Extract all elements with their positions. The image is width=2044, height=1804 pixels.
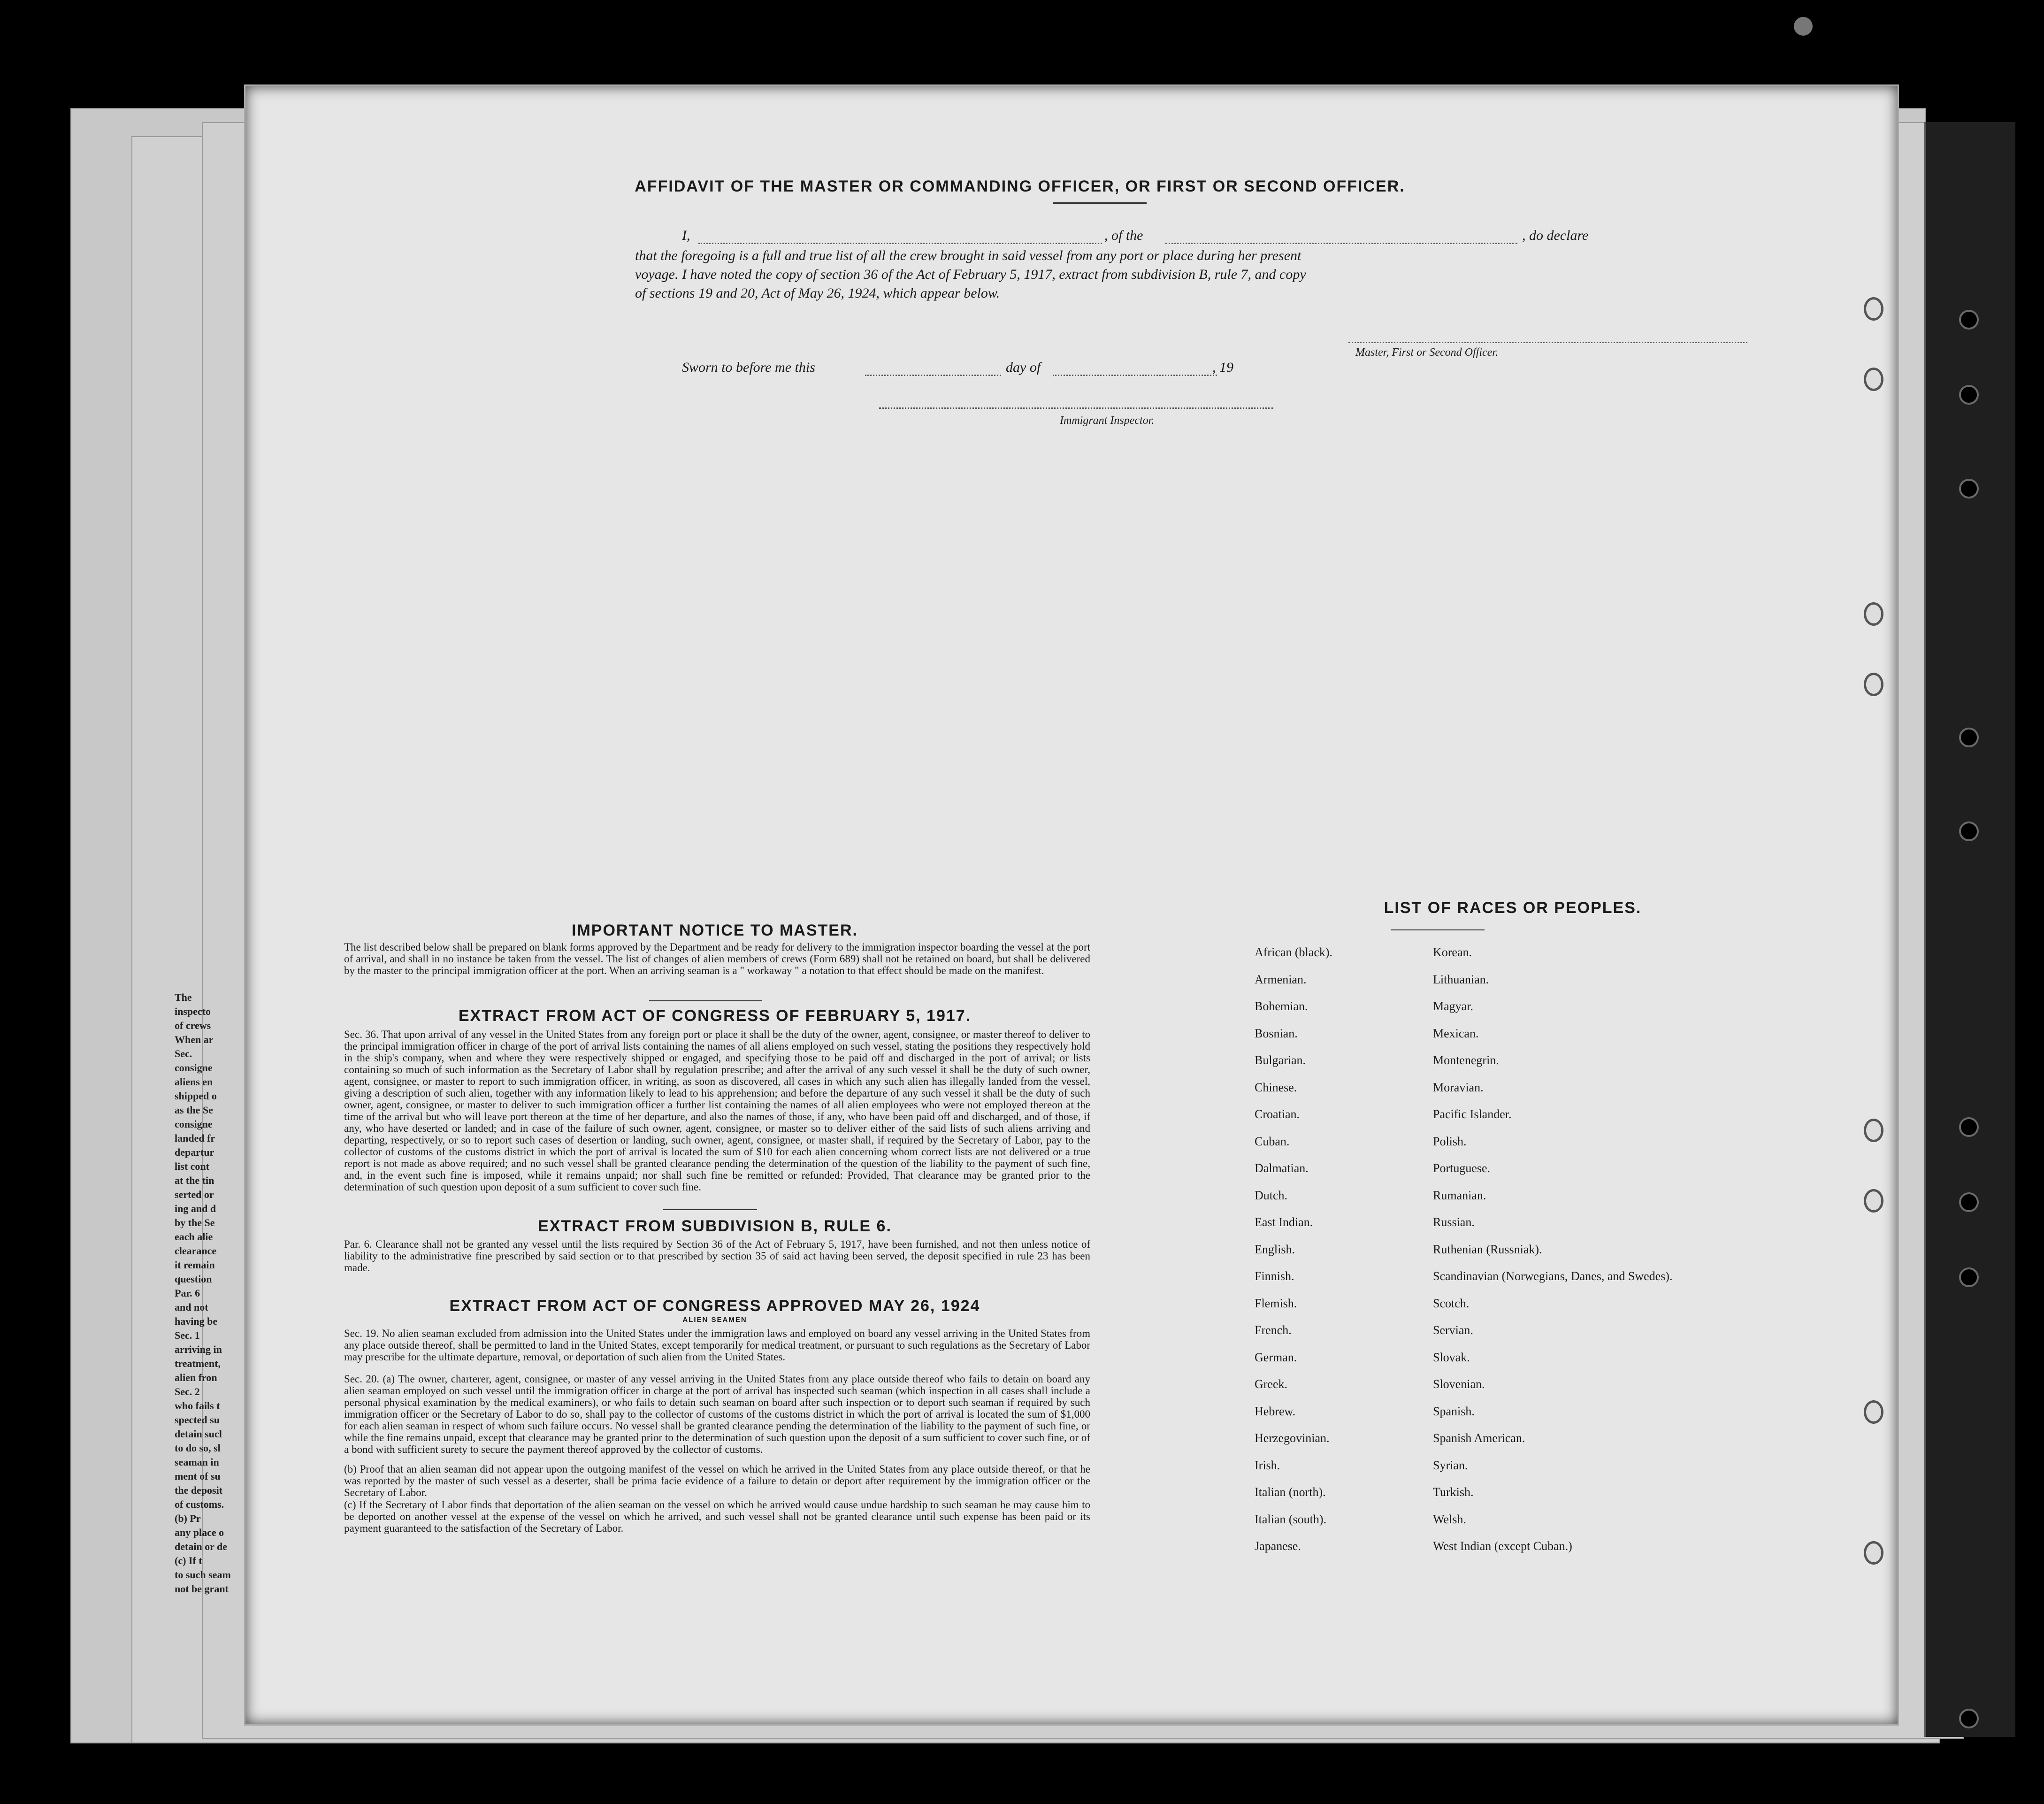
edge-fragment: list cont: [175, 1160, 209, 1172]
edge-fragment: having be: [175, 1315, 218, 1327]
race-item: English.: [1255, 1242, 1295, 1256]
binder-hole: [1959, 728, 1979, 747]
extract-1924-sec20a: Sec. 20. (a) The owner, charterer, agent, consignee, or master of any vessel arriving in the United States from any place outside thereof who fails to detain on board any alien seaman employed on such vessel until the immigration officer in charge at the port of arrival has inspected such seaman (which inspection in all cases shall include a personal physical examination by the medical examiners), or who fails to detain such seaman on board after such inspection or to deport such seaman if required by such immigration officer or the Secretary of Labor to do so, shall pay to the collector of customs of the customs district in which the port of arrival is located the sum of $1,000 for each alien seaman in respect of whom such failure occurs. No vessel shall be granted clearance pending the determination of the liability to the payment of such fine, or while the fine remains unpaid, except that clearance may be granted prior to the determination of such question upon the deposit of a sum sufficient to cover such fine, or of a bond with sufficient surety to secure the payment thereof approved by the collector of customs.: [344, 1373, 1090, 1455]
race-item: Servian.: [1433, 1323, 1473, 1337]
edge-fragment: to such seam: [175, 1569, 231, 1581]
race-item: Turkish.: [1433, 1485, 1474, 1499]
race-item: Montenegrin.: [1433, 1053, 1499, 1067]
races-rule: [1391, 929, 1485, 930]
edge-fragment: landed fr: [175, 1132, 215, 1144]
races-right-column: [1433, 946, 1677, 1650]
notice-title: IMPORTANT NOTICE TO MASTER.: [572, 921, 858, 939]
alien-seamen-subtitle: ALIEN SEAMEN: [682, 1316, 747, 1324]
race-item: Rumanian.: [1433, 1188, 1486, 1202]
punch-ring: [1864, 368, 1883, 391]
race-item: African (black).: [1255, 945, 1333, 959]
notice-rule: [649, 1000, 762, 1001]
edge-fragment: by the Se: [175, 1217, 215, 1228]
edge-fragment: shipped o: [175, 1090, 217, 1102]
edge-fragment: to do so, sl: [175, 1442, 221, 1454]
race-item: Italian (south).: [1255, 1512, 1327, 1526]
edge-fragment: departur: [175, 1146, 214, 1158]
punch-ring: [1864, 673, 1883, 696]
sworn-day-line: [865, 375, 1001, 376]
edge-fragment: When ar: [175, 1034, 214, 1045]
race-item: Dutch.: [1255, 1188, 1288, 1202]
edge-fragment: Sec.: [175, 1048, 192, 1059]
edge-fragment: alien fron: [175, 1372, 217, 1383]
race-item: Syrian.: [1433, 1458, 1468, 1472]
edge-fragment: (c) If t: [175, 1555, 202, 1566]
edge-fragment: the deposit: [175, 1484, 223, 1496]
fragment-list: [175, 990, 245, 1596]
race-item: Bulgarian.: [1255, 1053, 1306, 1067]
race-item: Hebrew.: [1255, 1404, 1296, 1418]
race-item: Armenian.: [1255, 972, 1307, 986]
race-item: Moravian.: [1433, 1080, 1484, 1094]
edge-fragment: and not: [175, 1301, 208, 1313]
punch-ring: [1864, 297, 1883, 321]
race-item: Herzegovinian.: [1255, 1431, 1330, 1445]
race-item: Polish.: [1433, 1134, 1467, 1148]
day-of-label: day of: [1006, 360, 1041, 375]
race-item: West Indian (except Cuban.): [1433, 1539, 1572, 1553]
race-item: Spanish American.: [1433, 1431, 1525, 1445]
race-item: Scandinavian (Norwegians, Danes, and Swedes).: [1433, 1269, 1673, 1283]
race-item: Bohemian.: [1255, 999, 1308, 1013]
vessel-line: [1165, 243, 1517, 244]
race-item: Magyar.: [1433, 999, 1473, 1013]
edge-fragment: detain sucl: [175, 1428, 222, 1440]
punch-ring: [1864, 1189, 1883, 1213]
race-item: Lithuanian.: [1433, 972, 1489, 986]
races-left-column: [1255, 946, 1433, 1650]
underlying-page-fragments: [175, 990, 245, 1596]
edge-fragment: of customs.: [175, 1498, 224, 1510]
edge-fragment: clearance: [175, 1245, 217, 1257]
edge-fragment: (b) Pr: [175, 1512, 201, 1524]
sworn-label: Sworn to before me this: [682, 360, 815, 375]
edge-fragment: question: [175, 1273, 212, 1285]
binder-hole: [1959, 385, 1979, 405]
year-label: , 19: [1212, 360, 1233, 375]
edge-fragment: ment of su: [175, 1470, 221, 1482]
race-item: Slovak.: [1433, 1350, 1470, 1364]
binder-hole: [1959, 821, 1979, 841]
race-item: Flemish.: [1255, 1296, 1297, 1310]
edge-fragment: treatment,: [175, 1358, 221, 1369]
extract-1917-body: Sec. 36. That upon arrival of any vessel in the United States from any foreign port or place it shall be the duty of the owner, agent, consignee, or master thereof to deliver to the principal immigration officer in charge of the port of arrival lists containing the names of all aliens employed on such vessel, stating the positions they respectively hold in the ship's company, when and where they were respectively shipped or engaged, and specifying those to be paid off and discharged in the port of arrival; or lists containing so much of such information as the Secretary of Labor shall by regulation prescribe; and after the arrival of any such vessel it shall be the duty of such owner, agent, consignee, or master to report to such immigration officer, in writing, as soon as discovered, all cases in which any such alien has illegally landed from the vessel, giving a description of such alien, together with any information likely to lead to his apprehension; and before the departure of any such vessel it shall be the duty of such owner, agent, consignee, or master to deliver to such immigration officer a further list containing the names of all alien employees who were not employed thereon at the time of the arrival but who will leave port thereon at the time of her departure, and also the names of those, if any, who have been paid off and discharged, and of those, if any, who have deserted or landed; and in case of the failure of such owner, agent, consignee, or master so to deliver either of the said lists of such aliens arriving and departing, respectively, or so to report such cases of desertion or landing, such owner, agent, consignee, or master shall, if required by the Secretary of Labor, pay to the collector of customs of the customs district in which the port of arrival is located the sum of $10 for each alien concerning whom correct lists are not delivered or a true report is not made as above required; and no such vessel shall be granted clearance pending the determination of the question of the liability to the payment of such fine, and, in the event such fine is imposed, while it remains unpaid; nor shall such fine be remitted or refunded: Provided, That clearance may be granted prior to the determination of such question upon deposit of a sum sufficient to cover such fine.: [344, 1029, 1090, 1193]
inspector-label: Immigrant Inspector.: [1060, 415, 1155, 427]
edge-fragment: Sec. 1: [175, 1329, 200, 1341]
extract-1924-sec20b: (b) Proof that an alien seaman did not appear upon the outgoing manifest of the vessel on which he arrived in the United States from any place outside thereof, or that he was reported by the master of such vessel as a deserter, shall be prima facie evidence of a failure to detain or deport after requirement by the immigration officer or the Secretary of Labor.: [344, 1463, 1090, 1498]
race-item: Cuban.: [1255, 1134, 1290, 1148]
corner-dot: [1794, 17, 1813, 36]
notice-body: The list described below shall be prepared on blank forms approved by the Department and be ready for delivery to the immigration inspector boarding the vessel at the port of arrival, and shall in no instance be taken from the vessel. The list of changes of alien members of crews (Form 689) shall not be retained on board, but shall be delivered by the master to the principal immigration officer at the port. When an arriving seaman is a " workaway " a notation to that effect should be made on the manifest.: [344, 941, 1090, 976]
extract-rule: [663, 1209, 757, 1210]
edge-fragment: any place o: [175, 1527, 224, 1538]
race-item: Russian.: [1433, 1215, 1475, 1229]
signature-line: [1348, 342, 1747, 343]
manifest-page: [244, 84, 1899, 1726]
race-item: Italian (north).: [1255, 1485, 1326, 1499]
race-item: Chinese.: [1255, 1080, 1297, 1094]
binder-hole: [1959, 1267, 1979, 1287]
rule6-body: Par. 6. Clearance shall not be granted any vessel until the lists required by Section 36 of the Act of February 5, 1917, have been furnished, and not then unless notice of liability to the administrative fine prescribed by said section or to that prescribed by section 35 of said act having been served, the deposit specified in rule 23 has been made.: [344, 1238, 1090, 1274]
binder-hole: [1959, 1192, 1979, 1212]
race-item: Korean.: [1433, 945, 1472, 959]
punch-ring: [1864, 602, 1883, 626]
edge-fragment: it remain: [175, 1259, 215, 1271]
edge-fragment: inspecto: [175, 1006, 211, 1017]
title-rule: [1053, 202, 1147, 204]
race-item: Scotch.: [1433, 1296, 1470, 1310]
edge-fragment: as the Se: [175, 1104, 213, 1116]
affidavit-text-2: that the foregoing is a full and true list of all the crew brought in said vessel from any port or place during her present: [635, 248, 1301, 263]
punch-ring: [1864, 1541, 1883, 1565]
extract-1924-sec19: Sec. 19. No alien seaman excluded from admission into the United States under the immigration laws and employed on board any vessel arriving in the United States from any place outside thereof, shall be permitted to land in the United States, except temporarily for medical treatment, or pursuant to such regulations as the Secretary of Labor may prescribe for the ultimate departure, removal, or deportation of such alien from the United States.: [344, 1328, 1090, 1363]
race-item: Japanese.: [1255, 1539, 1301, 1553]
edge-fragment: who fails t: [175, 1400, 220, 1412]
race-item: Portuguese.: [1433, 1161, 1491, 1175]
month-line: [1053, 375, 1217, 376]
name-line: [698, 243, 1102, 244]
edge-fragment: Sec. 2: [175, 1386, 200, 1397]
race-item: German.: [1255, 1350, 1297, 1364]
punch-ring: [1864, 1119, 1883, 1142]
edge-fragment: arriving in: [175, 1343, 222, 1355]
race-item: East Indian.: [1255, 1215, 1313, 1229]
edge-fragment: ing and d: [175, 1203, 216, 1214]
affidavit-text-3: voyage. I have noted the copy of section 36 of the Act of February 5, 1917, extract from subdivision B, rule 7, and copy: [635, 267, 1306, 282]
extract-1924-sec20c: (c) If the Secretary of Labor finds that deportation of the alien seaman on the vessel on which he arrived would cause undue hardship to such seaman he may cause him to be deported on another vessel at the expense of the vessel on which he arrived, and such vessel shall not be granted clearance until such expense has been paid or its payment guaranteed to the satisfaction of the Secretary of Labor.: [344, 1499, 1090, 1534]
edge-fragment: of crews: [175, 1020, 211, 1031]
affidavit-i: I,: [682, 228, 690, 243]
binder-hole: [1959, 1709, 1979, 1728]
edge-fragment: not be grant: [175, 1583, 229, 1595]
signature-label: Master, First or Second Officer.: [1355, 346, 1498, 359]
extract-1924-title: EXTRACT FROM ACT OF CONGRESS APPROVED MAY 26, 1924: [449, 1297, 980, 1315]
edge-fragment: consigne: [175, 1118, 213, 1130]
races-title: LIST OF RACES OR PEOPLES.: [1384, 899, 1642, 917]
edge-fragment: consigne: [175, 1062, 213, 1074]
edge-fragment: Par. 6: [175, 1287, 200, 1299]
affidavit-declare: , do declare: [1522, 228, 1589, 243]
punch-ring: [1864, 1400, 1883, 1424]
race-item: Spanish.: [1433, 1404, 1475, 1418]
binder-hole: [1959, 479, 1979, 499]
extract-1917-title: EXTRACT FROM ACT OF CONGRESS OF FEBRUARY 5, 1917.: [458, 1007, 972, 1025]
edge-fragment: at the tin: [175, 1175, 214, 1186]
binder-hole: [1959, 310, 1979, 330]
inspector-line: [879, 407, 1273, 409]
race-item: Pacific Islander.: [1433, 1107, 1512, 1121]
edge-fragment: spected su: [175, 1414, 220, 1426]
affidavit-title: AFFIDAVIT OF THE MASTER OR COMMANDING OFFICER, OR FIRST OR SECOND OFFICER.: [635, 177, 1405, 195]
race-item: Slovenian.: [1433, 1377, 1485, 1391]
race-item: Finnish.: [1255, 1269, 1294, 1283]
race-item: French.: [1255, 1323, 1292, 1337]
race-item: Irish.: [1255, 1458, 1280, 1472]
race-item: Greek.: [1255, 1377, 1288, 1391]
affidavit-text-4: of sections 19 and 20, Act of May 26, 1924, which appear below.: [635, 285, 1000, 301]
race-item: Mexican.: [1433, 1026, 1479, 1040]
race-item: Welsh.: [1433, 1512, 1466, 1526]
race-item: Bosnian.: [1255, 1026, 1298, 1040]
binder-strip: [1924, 122, 2015, 1737]
race-item: Dalmatian.: [1255, 1161, 1309, 1175]
edge-fragment: detain or de: [175, 1541, 228, 1552]
binder-hole: [1959, 1117, 1979, 1137]
rule6-title: EXTRACT FROM SUBDIVISION B, RULE 6.: [538, 1217, 892, 1235]
edge-fragment: The: [175, 991, 192, 1003]
affidavit-of-the: , of the: [1104, 228, 1143, 243]
edge-fragment: seaman in: [175, 1456, 219, 1468]
race-item: Ruthenian (Russniak).: [1433, 1242, 1542, 1256]
edge-fragment: aliens en: [175, 1076, 213, 1088]
edge-fragment: serted or: [175, 1189, 214, 1200]
race-item: Croatian.: [1255, 1107, 1300, 1121]
edge-fragment: each alie: [175, 1231, 213, 1243]
